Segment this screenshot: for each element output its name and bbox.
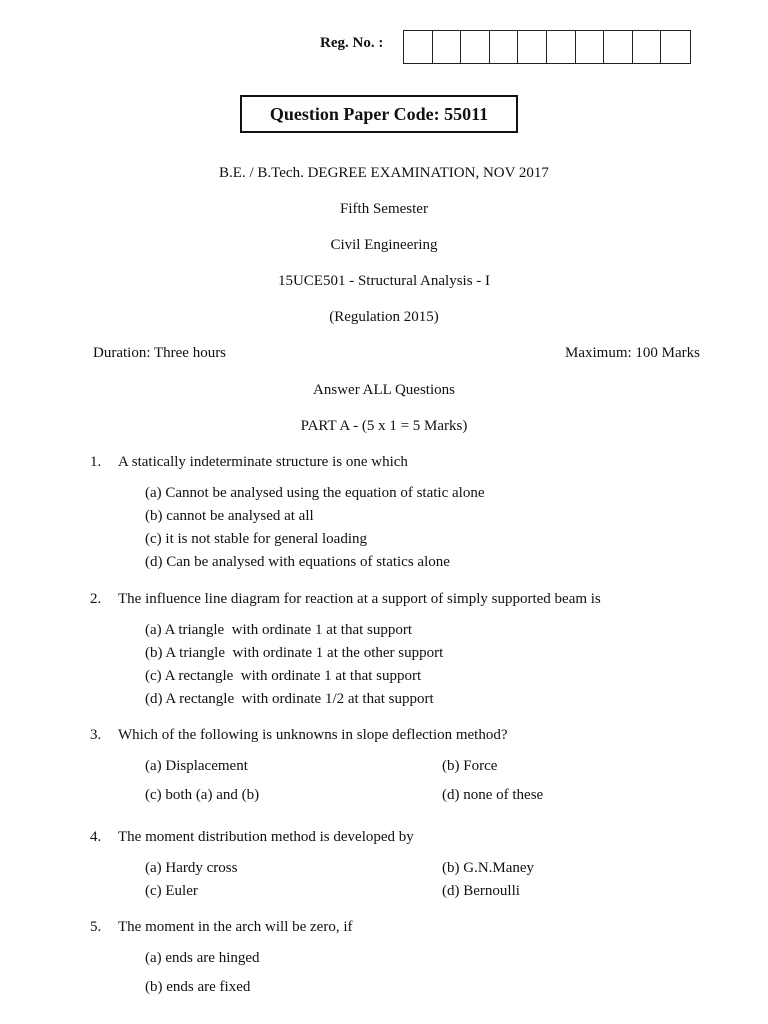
reg-no-box [547, 31, 576, 63]
option: (a) Hardy cross [145, 860, 238, 876]
option: (b) G.N.Maney [442, 860, 535, 876]
option: (d) Bernoulli [442, 883, 520, 899]
reg-no-box [518, 31, 547, 63]
department: Civil Engineering [330, 237, 438, 253]
reg-no-boxes [403, 30, 691, 64]
question-number: 2. [90, 591, 102, 607]
option: (a) Cannot be analysed using the equation of static alone [145, 485, 485, 501]
part-heading: PART A - (5 x 1 = 5 Marks) [300, 418, 468, 434]
question-number: 4. [90, 829, 102, 845]
exam-title: B.E. / B.Tech. DEGREE EXAMINATION, NOV 2017 [219, 165, 549, 181]
question-paper-code: Question Paper Code: 55011 [240, 95, 518, 133]
reg-no-box [576, 31, 605, 63]
reg-no-box [633, 31, 662, 63]
option: (c) Euler [145, 883, 198, 899]
question-number: 5. [90, 919, 102, 935]
option: (b) A triangle with ordinate 1 at the other support [145, 645, 444, 661]
reg-no-box [461, 31, 490, 63]
reg-no-box [661, 31, 690, 63]
question-text: The influence line diagram for reaction at a support of simply supported beam is [118, 591, 601, 607]
reg-no-label: Reg. No. : [320, 35, 384, 51]
instruction: Answer ALL Questions [313, 382, 455, 398]
option: (c) A rectangle with ordinate 1 at that support [145, 668, 422, 684]
duration: Duration: Three hours [93, 345, 227, 361]
option: (a) ends are hinged [145, 950, 260, 966]
question-text: Which of the following is unknowns in slope deflection method? [118, 727, 508, 743]
max-marks: Maximum: 100 Marks [565, 345, 700, 361]
question-number: 1. [90, 454, 102, 470]
option: (a) Displacement [145, 758, 248, 774]
reg-no-box [604, 31, 633, 63]
option: (a) A triangle with ordinate 1 at that support [145, 622, 413, 638]
option: (b) ends are fixed [145, 979, 251, 995]
question-text: The moment in the arch will be zero, if [118, 919, 353, 935]
reg-no-box [404, 31, 433, 63]
regulation: (Regulation 2015) [329, 309, 439, 325]
option: (d) A rectangle with ordinate 1/2 at that support [145, 691, 434, 707]
reg-no-box [433, 31, 462, 63]
reg-no-box [490, 31, 519, 63]
semester: Fifth Semester [340, 201, 428, 217]
option: (d) none of these [442, 787, 544, 803]
course: 15UCE501 - Structural Analysis - I [277, 273, 491, 289]
option: (b) Force [442, 758, 498, 774]
option: (b) cannot be analysed at all [145, 508, 314, 524]
question-text: The moment distribution method is developed by [118, 829, 414, 845]
question-number: 3. [90, 727, 102, 743]
option: (c) it is not stable for general loading [145, 531, 368, 547]
question-text: A statically indeterminate structure is one which [118, 454, 408, 470]
option: (d) Can be analysed with equations of statics alone [145, 554, 450, 570]
option: (c) both (a) and (b) [145, 787, 260, 803]
